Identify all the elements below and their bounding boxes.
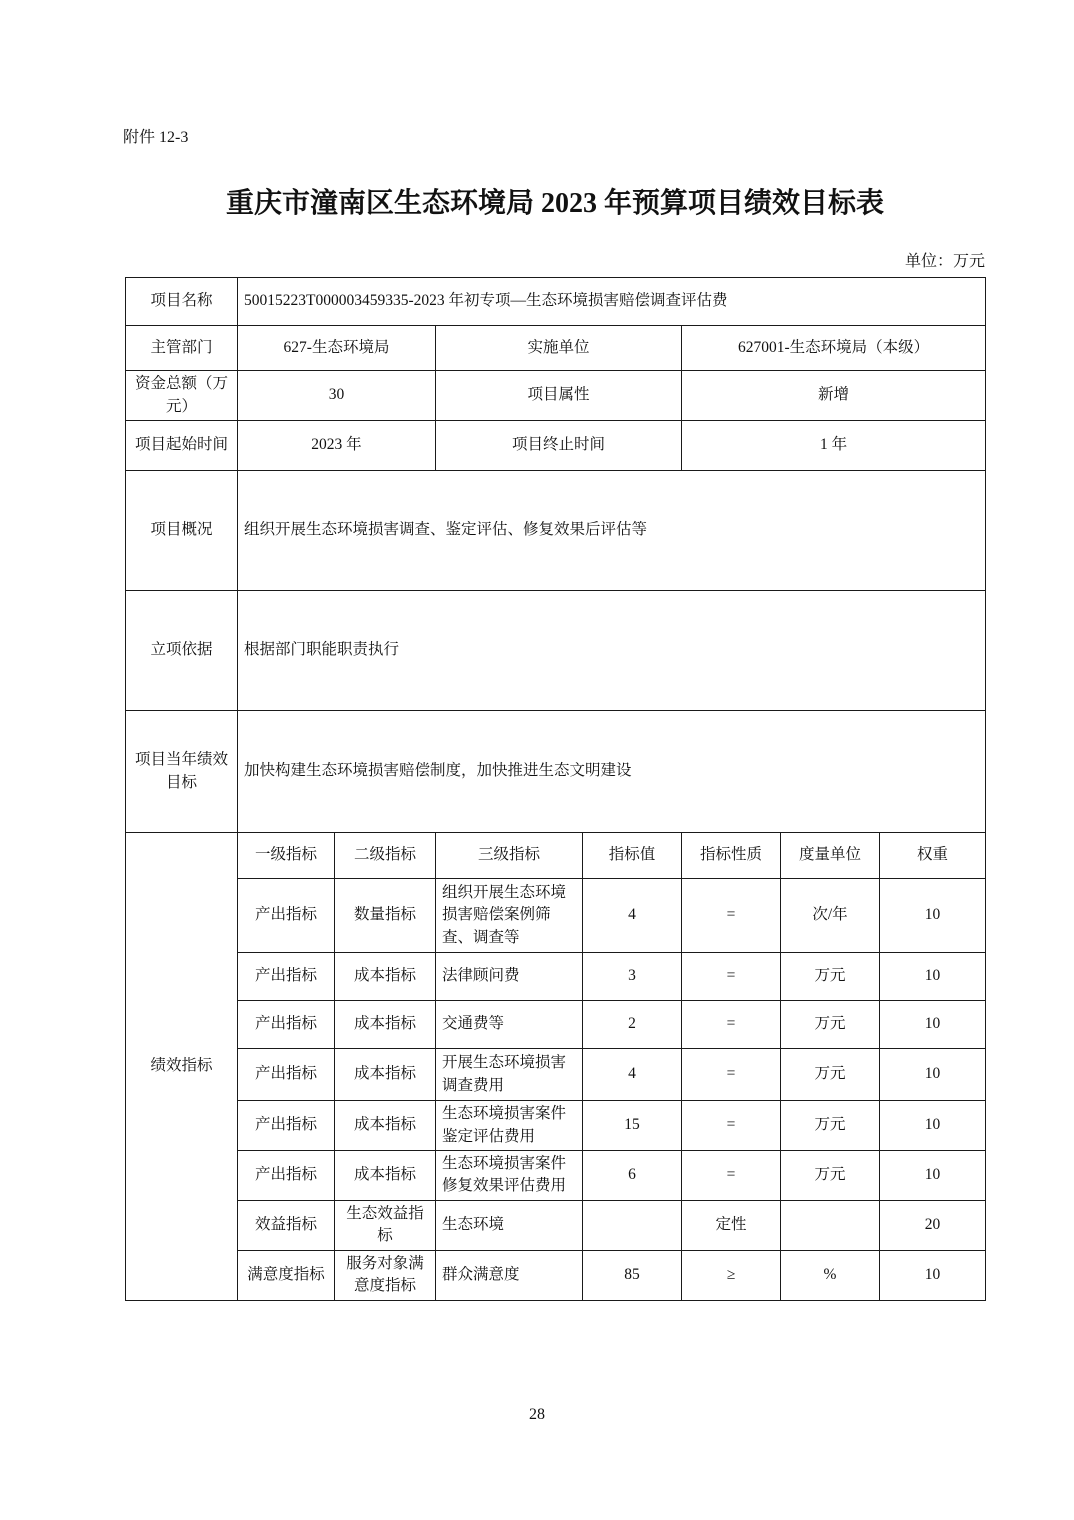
indicator-row <box>126 1250 986 1300</box>
indicator-unit: % <box>781 1250 880 1300</box>
indicator-row <box>126 1101 986 1151</box>
indicator-unit: 万元 <box>781 1049 880 1101</box>
indicator-nature: ≥ <box>682 1250 781 1300</box>
end-time-value: 1 年 <box>682 421 986 471</box>
table-row-overview <box>126 471 986 591</box>
dept-label: 主管部门 <box>126 326 238 371</box>
indicator-level3: 交通费等 <box>436 1001 583 1049</box>
indicator-header-level1: 一级指标 <box>238 833 335 879</box>
overview-label: 项目概况 <box>126 471 238 591</box>
table-row-project-name <box>126 278 986 326</box>
indicator-level2: 生态效益指标 <box>335 1200 436 1250</box>
indicator-value: 2 <box>583 1001 682 1049</box>
impl-unit-label: 实施单位 <box>436 326 682 371</box>
unit-note: 单位：万元 <box>904 253 985 270</box>
overview-value: 组织开展生态环境损害调查、鉴定评估、修复效果后评估等 <box>238 471 986 591</box>
performance-target-table <box>125 277 986 1301</box>
indicator-nature: = <box>682 1049 781 1101</box>
indicator-value: 4 <box>583 879 682 953</box>
indicator-level2: 成本指标 <box>335 1049 436 1101</box>
annual-goal-label: 项目当年绩效目标 <box>126 711 238 833</box>
indicator-nature: = <box>682 1101 781 1151</box>
table-row-basis <box>126 591 986 711</box>
project-attr-label: 项目属性 <box>436 371 682 421</box>
indicator-row <box>126 953 986 1001</box>
indicator-level1: 效益指标 <box>238 1200 335 1250</box>
indicator-weight: 10 <box>880 953 986 1001</box>
basis-label: 立项依据 <box>126 591 238 711</box>
performance-section-label: 绩效指标 <box>126 833 238 1301</box>
start-time-value: 2023 年 <box>238 421 436 471</box>
indicator-value <box>583 1200 682 1250</box>
indicator-value: 3 <box>583 953 682 1001</box>
indicator-unit <box>781 1200 880 1250</box>
indicator-value: 15 <box>583 1101 682 1151</box>
indicator-header-weight: 权重 <box>880 833 986 879</box>
indicator-nature: = <box>682 953 781 1001</box>
indicator-weight: 10 <box>880 1250 986 1300</box>
indicator-header-row <box>126 833 986 879</box>
indicator-header-value: 指标值 <box>583 833 682 879</box>
impl-unit-value: 627001-生态环境局（本级） <box>682 326 986 371</box>
indicator-row <box>126 1049 986 1101</box>
basis-value: 根据部门职能职责执行 <box>238 591 986 711</box>
table-row-fund <box>126 371 986 421</box>
attachment-label: 附件 12-3 <box>123 129 189 146</box>
indicator-unit: 万元 <box>781 953 880 1001</box>
indicator-level3: 生态环境损害案件鉴定评估费用 <box>436 1101 583 1151</box>
total-fund-value: 30 <box>238 371 436 421</box>
indicator-unit: 万元 <box>781 1001 880 1049</box>
page-number: 28 <box>529 1406 545 1423</box>
project-name-label: 项目名称 <box>126 278 238 326</box>
indicator-unit: 次/年 <box>781 879 880 953</box>
indicator-level2: 成本指标 <box>335 1101 436 1151</box>
indicator-weight: 20 <box>880 1200 986 1250</box>
indicator-nature: = <box>682 879 781 953</box>
indicator-level2: 成本指标 <box>335 1001 436 1049</box>
indicator-level3: 法律顾问费 <box>436 953 583 1001</box>
indicator-row <box>126 1001 986 1049</box>
indicator-weight: 10 <box>880 1049 986 1101</box>
indicator-row <box>126 1200 986 1250</box>
indicator-row <box>126 1151 986 1201</box>
start-time-label: 项目起始时间 <box>126 421 238 471</box>
project-name-value: 50015223T000003459335-2023 年初专项—生态环境损害赔偿调查评估费 <box>238 278 986 326</box>
indicator-unit: 万元 <box>781 1101 880 1151</box>
indicator-level1: 产出指标 <box>238 1151 335 1201</box>
indicator-value: 4 <box>583 1049 682 1101</box>
indicator-level1: 产出指标 <box>238 1049 335 1101</box>
project-attr-value: 新增 <box>682 371 986 421</box>
indicator-header-level2: 二级指标 <box>335 833 436 879</box>
indicator-level2: 成本指标 <box>335 953 436 1001</box>
indicator-weight: 10 <box>880 1151 986 1201</box>
indicator-header-unit: 度量单位 <box>781 833 880 879</box>
indicator-weight: 10 <box>880 879 986 953</box>
table-row-annual-goal <box>126 711 986 833</box>
indicator-header-nature: 指标性质 <box>682 833 781 879</box>
indicator-weight: 10 <box>880 1101 986 1151</box>
indicator-level3: 群众满意度 <box>436 1250 583 1300</box>
indicator-row <box>126 879 986 953</box>
indicator-level1: 产出指标 <box>238 953 335 1001</box>
dept-value: 627-生态环境局 <box>238 326 436 371</box>
indicator-level3: 生态环境 <box>436 1200 583 1250</box>
indicator-level1: 产出指标 <box>238 879 335 953</box>
indicator-header-level3: 三级指标 <box>436 833 583 879</box>
indicator-level2: 数量指标 <box>335 879 436 953</box>
indicator-unit: 万元 <box>781 1151 880 1201</box>
total-fund-label: 资金总额（万元） <box>126 371 238 421</box>
document-title: 重庆市潼南区生态环境局 2023 年预算项目绩效目标表 <box>225 188 884 219</box>
indicator-level1: 产出指标 <box>238 1101 335 1151</box>
table-row-dept <box>126 326 986 371</box>
indicator-weight: 10 <box>880 1001 986 1049</box>
end-time-label: 项目终止时间 <box>436 421 682 471</box>
indicator-level1: 满意度指标 <box>238 1250 335 1300</box>
indicator-level2: 成本指标 <box>335 1151 436 1201</box>
indicator-level2: 服务对象满意度指标 <box>335 1250 436 1300</box>
indicator-level3: 组织开展生态环境损害赔偿案例筛查、调查等 <box>436 879 583 953</box>
indicator-level3: 生态环境损害案件修复效果评估费用 <box>436 1151 583 1201</box>
table-row-time <box>126 421 986 471</box>
indicator-nature: = <box>682 1001 781 1049</box>
indicator-level1: 产出指标 <box>238 1001 335 1049</box>
indicator-nature: = <box>682 1151 781 1201</box>
indicator-value: 6 <box>583 1151 682 1201</box>
annual-goal-value: 加快构建生态环境损害赔偿制度，加快推进生态文明建设 <box>238 711 986 833</box>
indicator-value: 85 <box>583 1250 682 1300</box>
indicator-nature: 定性 <box>682 1200 781 1250</box>
indicator-level3: 开展生态环境损害调查费用 <box>436 1049 583 1101</box>
